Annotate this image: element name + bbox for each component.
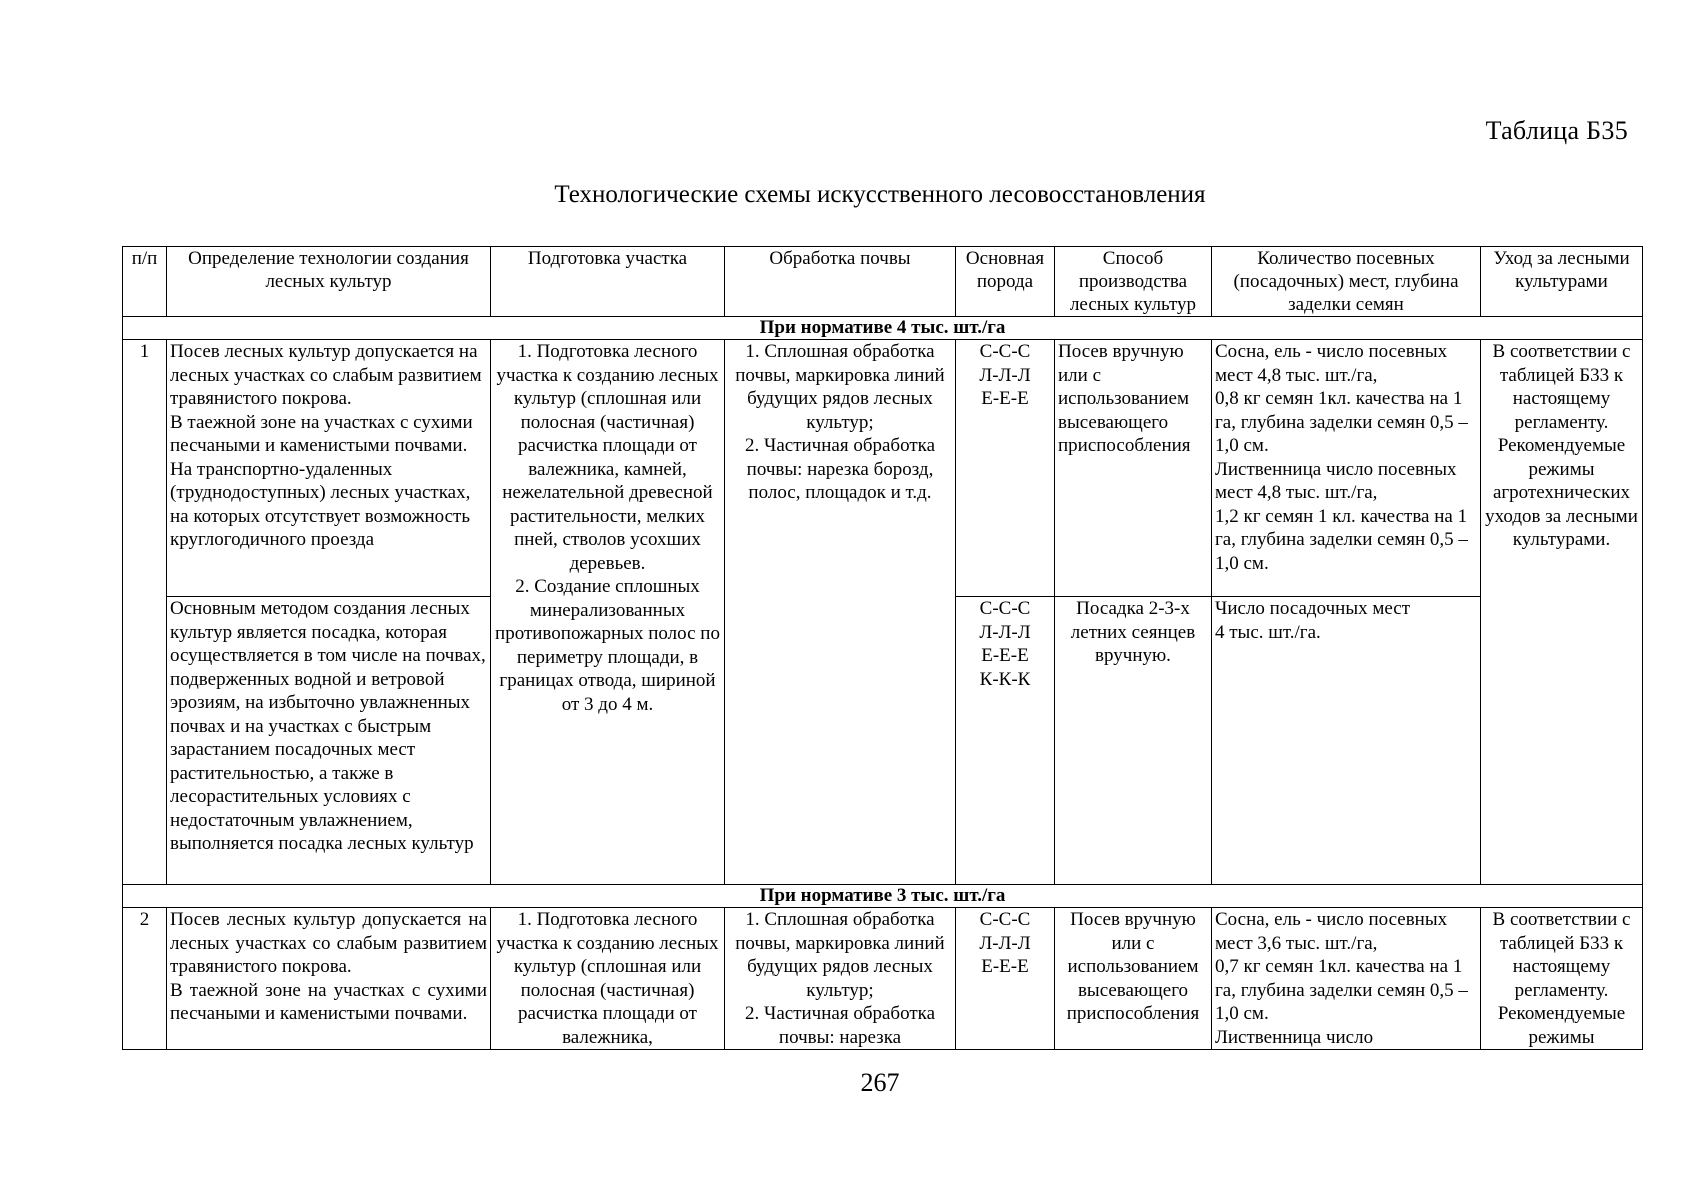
section-header-row	[123, 885, 1643, 908]
row-number: 2	[123, 908, 167, 1050]
section-header-row	[123, 317, 1643, 340]
quantity-sowing: Сосна, ель - число посевных мест 4,8 тыс. шт./га, 0,8 кг семян 1кл. качества на 1 га, глубина заделки семян 0,5 – 1,0 см. Лиственница число посевных мест 4,8 тыс. шт./га, 1,2 кг семян 1 кл. качества на 1 га, глубина заделки семян 0,5 – 1,0 см.	[1212, 340, 1481, 597]
quantity-planting: Число посадочных мест 4 тыс. шт./га.	[1212, 597, 1481, 885]
soil-treatment: 1. Сплошная обработка почвы, маркировка линий будущих рядов лесных культур; 2. Частичная обработка почвы: нарезка борозд, полос, площадок и т.д.	[725, 340, 956, 885]
production-method-planting: Посадка 2-3-х летних сеянцев вручную.	[1055, 597, 1212, 885]
production-method-sowing: Посев вручную или с использованием высевающего приспособления	[1055, 908, 1212, 1050]
main-species-sowing: С-С-С Л-Л-Л Е-Е-Е	[956, 340, 1055, 597]
main-species-sowing: С-С-С Л-Л-Л Е-Е-Е	[956, 908, 1055, 1050]
section-title: При нормативе 3 тыс. шт./га	[123, 885, 1643, 908]
technology-definition-sowing: Посев лесных культур допускается на лесных участках со слабым развитием травянистого покрова. В таежной зоне на участках с сухими песчаными и каменистыми почвами.	[167, 908, 491, 1050]
row-number: 1	[123, 340, 167, 885]
site-preparation: 1. Подготовка лесного участка к созданию лесных культур (сплошная или полосная (частичная) расчистка площади от валежника, камней, нежелательной древесной растительности, мелких пней, стволов усохших деревьев. 2. Создание сплошных минерализованных противопожарных полос по периметру площади, в границах отвода, шириной от 3 до 4 м.	[491, 340, 725, 885]
production-method-sowing: Посев вручную или с использованием высевающего приспособления	[1055, 340, 1212, 597]
page-number: 267	[860, 1068, 900, 1097]
header-cell-number: п/п	[123, 247, 167, 317]
table-header-row	[123, 247, 1643, 317]
header-cell-site-prep: Подготовка участка	[491, 247, 725, 317]
section-title: При нормативе 4 тыс. шт./га	[123, 317, 1643, 340]
technology-definition-sowing: Посев лесных культур допускается на лесных участках со слабым развитием травянистого покрова. В таежной зоне на участках с сухими песчаными и каменистыми почвами. На транспортно-удаленных (труднодоступных) лесных участках, на которых отсутствует возможность круглогодичного проезда	[167, 340, 491, 597]
technology-schemes-table	[122, 246, 1643, 1050]
header-cell-method: Способ производства лесных культур	[1055, 247, 1212, 317]
header-cell-species: Основная порода	[956, 247, 1055, 317]
care-description: В соответствии с таблицей Б33 к настоящему регламенту. Рекомендуемые режимы агротехнических уходов за лесными культурами.	[1481, 340, 1643, 885]
table-row	[123, 340, 1643, 597]
table-row	[123, 908, 1643, 1050]
header-cell-technology: Определение технологии создания лесных культур	[167, 247, 491, 317]
technology-definition-planting: Основным методом создания лесных культур является посадка, которая осуществляется в том числе на почвах, подверженных водной и ветровой эрозиям, на избыточно увлажненных почвах и на участках с быстрым зарастанием посадочных мест растительностью, а также в лесорастительных условиях с недостаточным увлажнением, выполняется посадка лесных культур	[167, 597, 491, 885]
header-cell-care: Уход за лесными культурами	[1481, 247, 1643, 317]
soil-treatment: 1. Сплошная обработка почвы, маркировка линий будущих рядов лесных культур; 2. Частичная обработка почвы: нарезка	[725, 908, 956, 1050]
document-title: Технологические схемы искусственного лесовосстановления	[554, 181, 1206, 208]
header-cell-quantity: Количество посевных (посадочных) мест, глубина заделки семян	[1212, 247, 1481, 317]
table-number-label: Таблица Б35	[1485, 116, 1628, 145]
quantity-sowing: Сосна, ель - число посевных мест 3,6 тыс. шт./га, 0,7 кг семян 1кл. качества на 1 га, глубина заделки семян 0,5 – 1,0 см. Лиственница число	[1212, 908, 1481, 1050]
main-species-planting: С-С-С Л-Л-Л Е-Е-Е К-К-К	[956, 597, 1055, 885]
site-preparation: 1. Подготовка лесного участка к созданию лесных культур (сплошная или полосная (частичная) расчистка площади от валежника,	[491, 908, 725, 1050]
care-description: В соответствии с таблицей Б33 к настоящему регламенту. Рекомендуемые режимы	[1481, 908, 1643, 1050]
header-cell-soil: Обработка почвы	[725, 247, 956, 317]
